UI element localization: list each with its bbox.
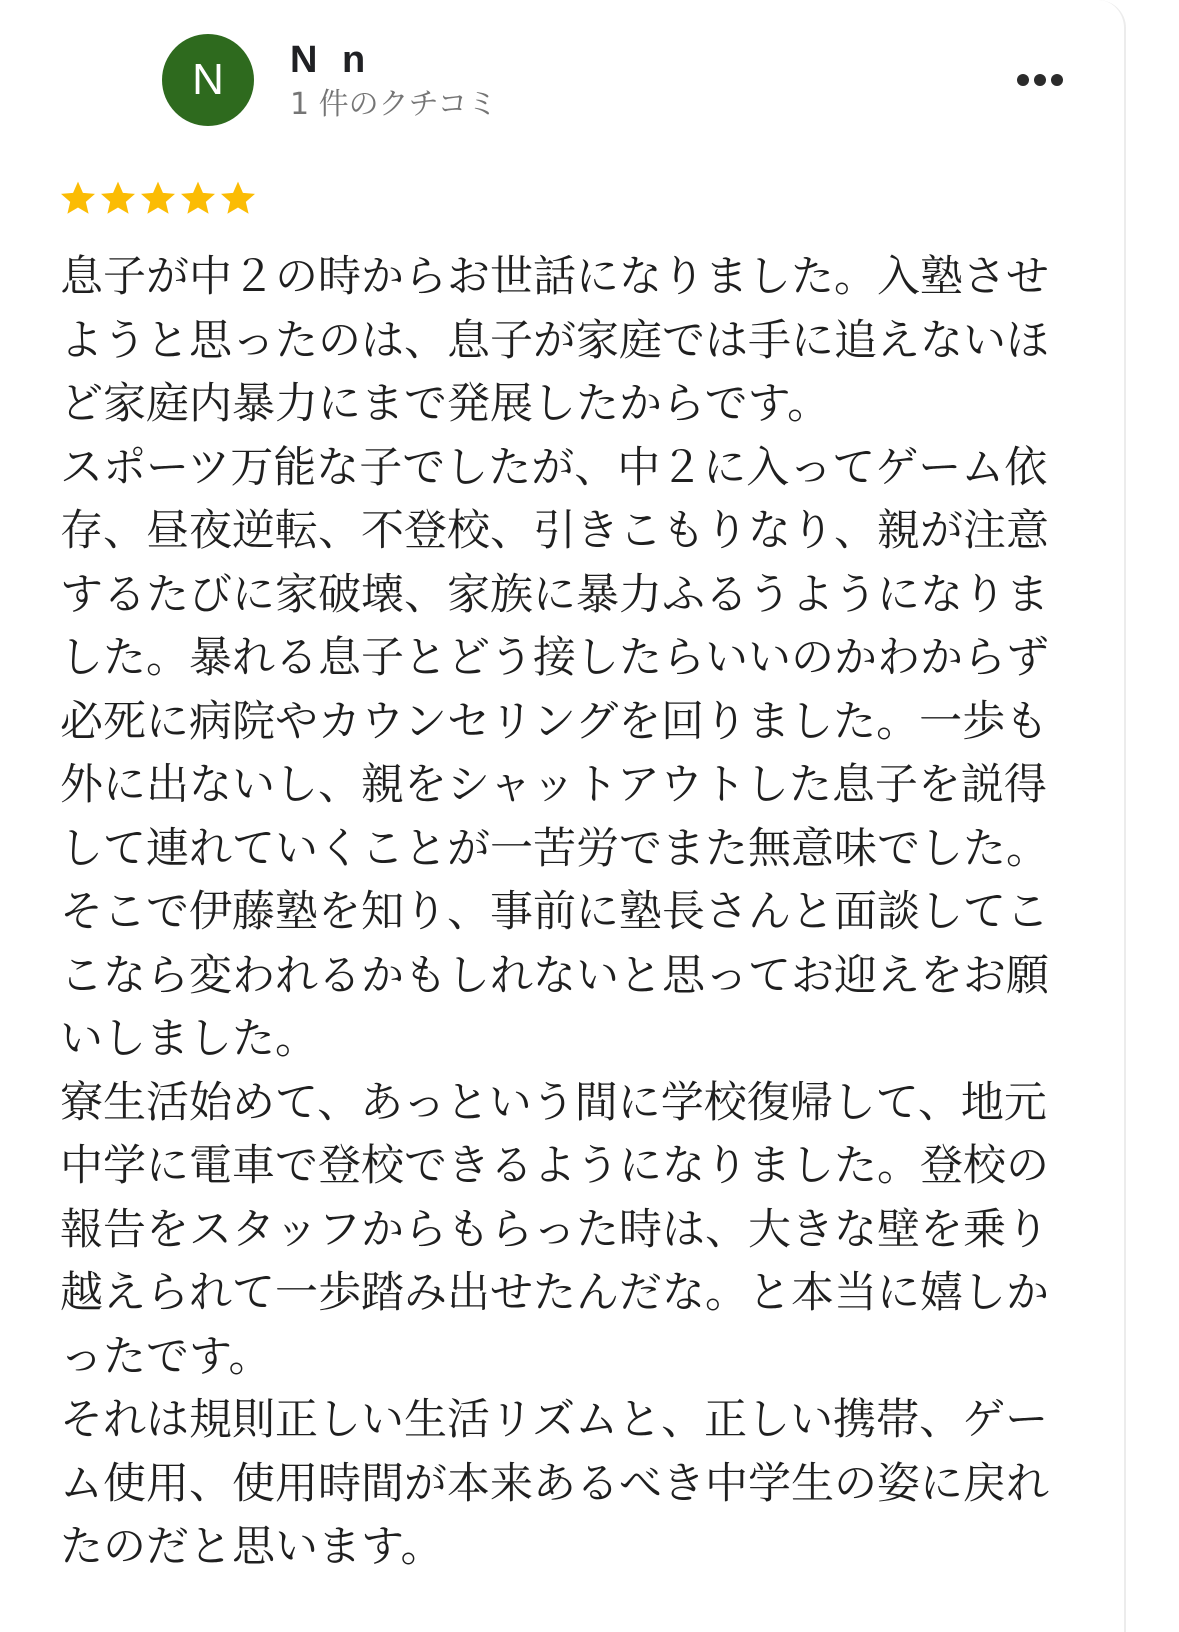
review-line: ム使用、使用時間が本来あるべき中学生の姿に戻れ bbox=[60, 1458, 1049, 1509]
review-line: ど家庭内暴力にまで発展したからです。 bbox=[60, 379, 831, 429]
reviewer-name[interactable]: N n bbox=[290, 39, 373, 81]
review-line: それは規則正しい生活リズムと、正しい携帯、ゲー bbox=[60, 1395, 1049, 1445]
review-line: スポーツ万能な子でしたが、中２に入ってゲーム依 bbox=[60, 442, 1048, 493]
review-line: 必死に病院やカウンセリングを回りました。一歩も bbox=[60, 696, 1049, 747]
star-rating bbox=[58, 177, 258, 219]
more-horiz-icon-dot bbox=[1017, 74, 1029, 86]
more-horiz-icon-dot bbox=[1051, 74, 1063, 86]
star-icon bbox=[58, 178, 98, 218]
more-options-button[interactable] bbox=[1010, 60, 1070, 100]
more-horiz-icon-dot bbox=[1034, 74, 1046, 86]
review-line: するたびに家破壊、家族に暴力ふるうようになりま bbox=[60, 569, 1049, 620]
review-line: そこで伊藤塾を知り、事前に塾長さんと面談してこ bbox=[60, 887, 1049, 937]
star-icon bbox=[218, 178, 258, 218]
review-text bbox=[60, 246, 1120, 1580]
review-line: 報告をスタッフからもらった時は、大きな壁を乗り bbox=[60, 1204, 1049, 1255]
review-line: 存、昼夜逆転、不登校、引きこもりなり、親が注意 bbox=[60, 506, 1049, 556]
star-icon bbox=[138, 178, 178, 218]
review-line: した。暴れる息子とどう接したらいいのかわからず bbox=[60, 633, 1049, 683]
review-line: こなら変われるかもしれないと思ってお迎えをお願 bbox=[60, 950, 1049, 1001]
star-icon bbox=[178, 178, 218, 218]
review-line: 外に出ないし、親をシャットアウトした息子を説得 bbox=[60, 760, 1047, 810]
review-line: して連れていくことが一苦労でまた無意味でした。 bbox=[60, 823, 1049, 874]
review-line: ようと思ったのは、息子が家庭では手に追えないほ bbox=[60, 315, 1049, 366]
review-line: いしました。 bbox=[60, 1014, 318, 1064]
review-count: 1 件のクチコミ bbox=[290, 87, 498, 122]
review-line: 息子が中２の時からお世話になりました。入塾させ bbox=[60, 252, 1049, 302]
avatar-initial: N bbox=[192, 55, 224, 104]
review-line: 寮生活始めて、あっという間に学校復帰して、地元 bbox=[60, 1077, 1047, 1128]
review-line: 越えられて一歩踏み出せたんだな。と本当に嬉しか bbox=[60, 1268, 1049, 1318]
review-line: ったです。 bbox=[60, 1331, 272, 1382]
review-line: たのだと思います。 bbox=[60, 1522, 444, 1572]
review-line: 中学に電車で登校できるようになりました。登校の bbox=[60, 1141, 1049, 1191]
star-icon bbox=[98, 178, 138, 218]
avatar[interactable] bbox=[162, 34, 254, 126]
